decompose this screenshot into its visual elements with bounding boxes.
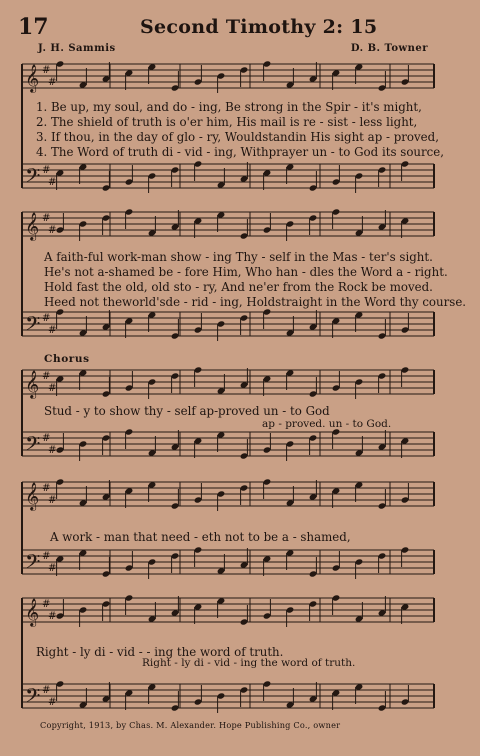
chorus-label: Chorus [44, 353, 90, 365]
svg-text:#: # [42, 213, 51, 224]
verse-1-line-b: A faith-ful work-man show - ing Thy - self in the Mas - ter's sight. [44, 250, 433, 264]
staff [22, 478, 434, 511]
chorus-line-1: Stud - y to show thy - self ap-proved un - to God [44, 404, 330, 418]
svg-text:#: # [48, 495, 57, 506]
staff [22, 308, 434, 341]
staff [22, 60, 434, 93]
svg-text:𝄢: 𝄢 [25, 432, 41, 460]
chorus-line-1-alto: ap - proved. un - to God. [262, 418, 392, 430]
staff [22, 680, 434, 713]
hymn-number: 17 [18, 14, 49, 40]
svg-text:#: # [48, 563, 57, 574]
svg-text:#: # [42, 599, 51, 610]
svg-text:#: # [42, 65, 51, 76]
lyricist: J. H. Sammis [38, 43, 116, 54]
svg-text:#: # [48, 383, 57, 394]
svg-text:𝄞: 𝄞 [25, 212, 40, 240]
svg-text:𝄢: 𝄢 [25, 684, 41, 712]
composer: D. B. Towner [350, 43, 428, 54]
staff [22, 594, 434, 627]
verse-4-line-a: 4. The Word of truth di - vid - ing, Withprayer un - to God its source, [36, 145, 445, 159]
svg-text:𝄢: 𝄢 [25, 164, 41, 192]
svg-text:𝄞: 𝄞 [25, 64, 40, 92]
svg-text:#: # [48, 225, 57, 236]
svg-text:𝄞: 𝄞 [25, 598, 40, 626]
svg-text:#: # [48, 77, 57, 88]
copyright-footer: Copyright, 1913, by Chas. M. Alexander. Hope Publishing Co., owner [40, 720, 341, 730]
svg-text:#: # [42, 313, 51, 324]
verse-3-line-a: 3. If thou, in the day of glo - ry, Wouldstandin His sight ap - proved, [36, 130, 439, 144]
svg-text:#: # [42, 165, 51, 176]
svg-text:𝄞: 𝄞 [25, 482, 40, 510]
verse-2-line-b: He's not a-shamed be - fore Him, Who han - dles the Word a - right. [44, 265, 448, 279]
verse-2-line-a: 2. The shield of truth is o'er him, His mail is re - sist - less light, [36, 115, 418, 129]
svg-text:#: # [48, 177, 57, 188]
verse-4-line-b: Heed not theworld'sde - rid - ing, Holdstraight in the Word thy course. [44, 295, 467, 309]
verse-1-line-a: 1. Be up, my soul, and do - ing, Be strong in the Spir - it's might, [36, 100, 422, 114]
svg-text:𝄢: 𝄢 [25, 550, 41, 578]
svg-text:#: # [42, 551, 51, 562]
svg-text:#: # [42, 685, 51, 696]
svg-text:#: # [48, 325, 57, 336]
svg-text:𝄢: 𝄢 [25, 312, 41, 340]
staff [22, 546, 434, 579]
chorus-line-3: Right - ly di - vid - - ing the word of truth. [36, 645, 284, 659]
svg-text:#: # [42, 433, 51, 444]
verse-3-line-b: Hold fast the old, old sto - ry, And ne'er from the Rock be moved. [44, 280, 433, 294]
svg-text:#: # [42, 371, 51, 382]
svg-text:𝄞: 𝄞 [25, 370, 40, 398]
staff [22, 428, 434, 461]
svg-text:#: # [42, 483, 51, 494]
hymn-title: Second Timothy 2: 15 [140, 16, 378, 38]
staff [22, 366, 434, 399]
svg-text:#: # [48, 697, 57, 708]
chorus-line-3-alto: Right - ly di - vid - ing the word of truth. [142, 657, 356, 669]
staff [22, 208, 434, 241]
svg-text:#: # [48, 445, 57, 456]
svg-text:#: # [48, 611, 57, 622]
staff [22, 160, 434, 193]
chorus-line-2: A work - man that need - eth not to be a - shamed, [50, 530, 351, 544]
